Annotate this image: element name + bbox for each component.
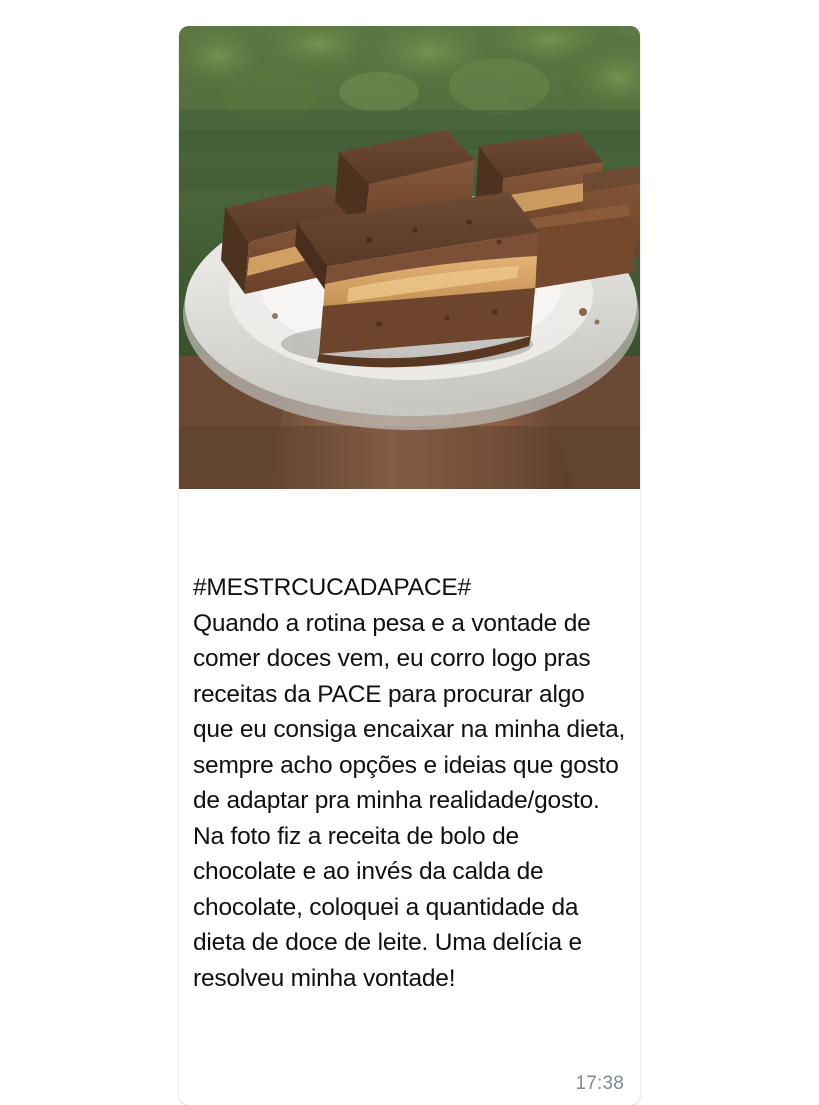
- photo-illustration: [179, 26, 640, 489]
- caption-body: Quando a rotina pesa e a vontade de comer doces vem, eu corro logo pras receitas da PACE para procurar algo que eu consiga encaixar na minha dieta, sempre acho opções e ideias que gosto de adaptar pra minha realidade/gosto. Na foto fiz a receita de bolo de chocolate e ao invés da calda de chocolate, coloquei a quantidade da dieta de doce de leite. Uma delícia e resolveu minha vontade!: [193, 609, 632, 992]
- message-timestamp: 17:38: [575, 1073, 624, 1094]
- message-caption: [179, 489, 640, 1069]
- caption-hashtag: #MESTRCUCADAPACE#: [193, 574, 471, 601]
- message-photo[interactable]: [179, 26, 640, 489]
- message-meta-row: [179, 1069, 640, 1105]
- chat-message-bubble[interactable]: [179, 26, 640, 1105]
